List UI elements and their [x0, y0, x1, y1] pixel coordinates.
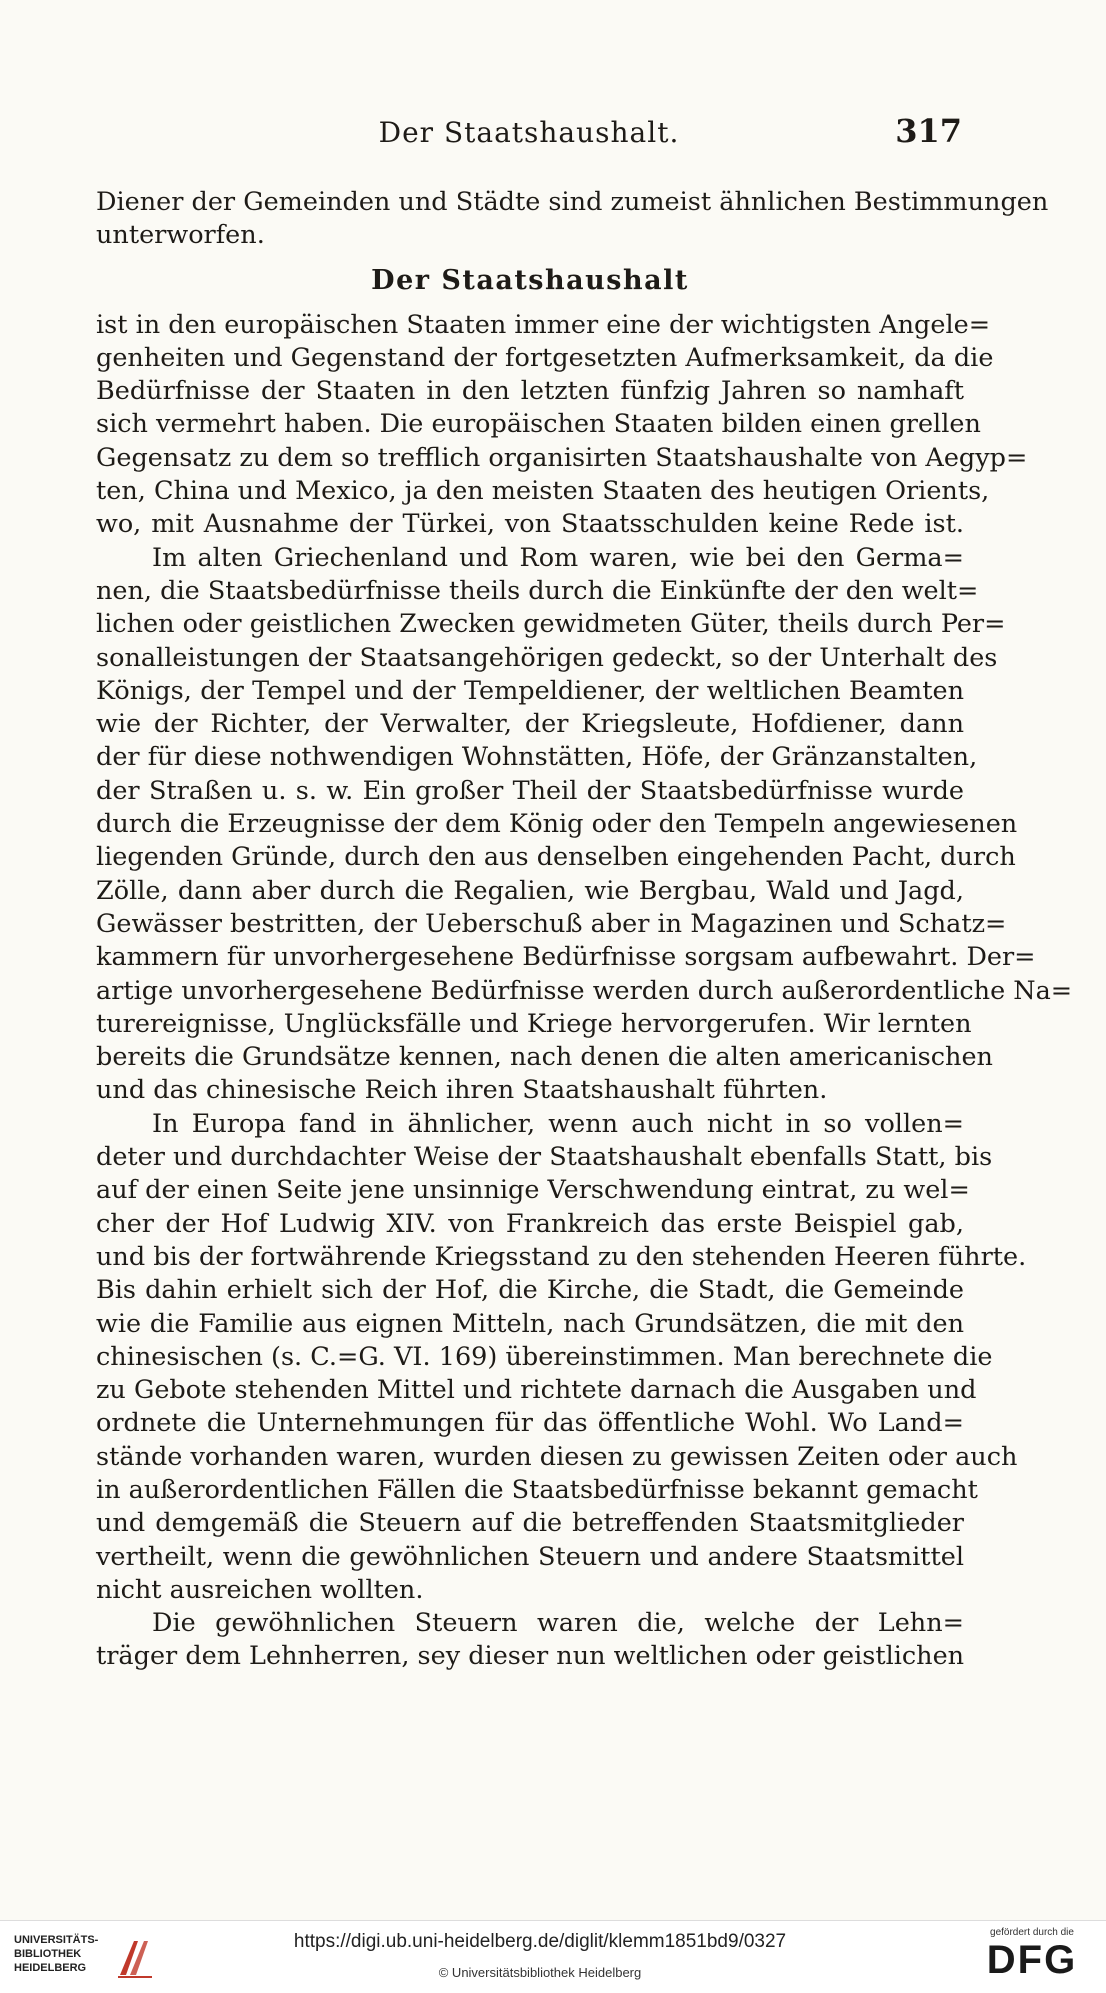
- text-line: und demgemäß die Steuern auf die betreffenden Staatsmitglieder: [96, 1508, 964, 1539]
- page-number: 317: [895, 112, 962, 150]
- text-line: zu Gebote stehenden Mittel und richtete darnach die Ausgaben und: [96, 1375, 977, 1406]
- text-line: deter und durchdachter Weise der Staatshaushalt ebenfalls Statt, bis: [96, 1142, 993, 1173]
- text-line: der Straßen u. s. w. Ein großer Theil der Staatsbedürfnisse wurde: [96, 775, 964, 806]
- text-line: stände vorhanden waren, wurden diesen zu gewissen Zeiten oder auch: [96, 1441, 1018, 1472]
- text-line: sich vermehrt haben. Die europäischen Staaten bilden einen grellen: [96, 409, 981, 440]
- text-line: cher der Hof Ludwig XIV. von Frankreich das erste Beispiel gab,: [96, 1208, 964, 1239]
- dfg-funding-logo[interactable]: [972, 1927, 1092, 1987]
- body-text: [96, 186, 1073, 1674]
- text-line: Gegensatz zu dem so trefflich organisirten Staatshaushalte von Aegyp=: [96, 442, 1028, 473]
- funding-note: gefördert durch die: [990, 1927, 1074, 1938]
- text-line: Königs, der Tempel und der Tempeldiener, der weltlichen Beamten: [96, 675, 964, 706]
- text-line: der für diese nothwendigen Wohnstätten, Höfe, der Gränzanstalten,: [96, 742, 978, 773]
- dfg-logo-text: DFG: [986, 1938, 1078, 1982]
- text-line: Bedürfnisse der Staaten in den letzten fünfzig Jahren so namhaft: [96, 376, 964, 407]
- text-line: ordnete die Unternehmungen für das öffentliche Wohl. Wo Land=: [96, 1408, 964, 1439]
- text-line: und bis der fortwährende Kriegsstand zu den stehenden Heeren führte.: [96, 1241, 1027, 1272]
- text-line: Die gewöhnlichen Steuern waren die, welche der Lehn=: [152, 1608, 964, 1639]
- text-line: wie die Familie aus eignen Mitteln, nach Grundsätzen, die mit den: [96, 1308, 964, 1339]
- text-line: turereignisse, Unglücksfälle und Kriege hervorgerufen. Wir lernten: [96, 1008, 972, 1039]
- text-line: artige unvorhergesehene Bedürfnisse werden durch außerordentliche Na=: [96, 975, 1073, 1006]
- text-line: Diener der Gemeinden und Städte sind zumeist ähnlichen Bestimmungen: [96, 187, 1049, 217]
- text-line: vertheilt, wenn die gewöhnlichen Steuern und andere Staatsmittel: [96, 1541, 964, 1572]
- text-line: Zölle, dann aber durch die Regalien, wie Bergbau, Wald und Jagd,: [96, 875, 964, 906]
- running-title: Der Staatshaushalt.: [378, 116, 680, 149]
- text-line: ist in den europäischen Staaten immer eine der wichtigsten Angele=: [96, 309, 991, 340]
- text-line: sonalleistungen der Staatsangehörigen gedeckt, so der Unterhalt des: [96, 642, 998, 673]
- permalink-url[interactable]: https://digi.ub.uni-heidelberg.de/diglit/klemm1851bd9/0327: [293, 1931, 787, 1952]
- viewer-footer: [0, 1920, 1106, 1993]
- text-line: wo, mit Ausnahme der Türkei, von Staatsschulden keine Rede ist.: [96, 509, 964, 540]
- university-library-name: UNIVERSITÄTS- BIBLIOTHEK HEIDELBERG: [14, 1934, 99, 1974]
- text-line: und das chinesische Reich ihren Staatshaushalt führten.: [96, 1075, 828, 1106]
- text-line: lichen oder geistlichen Zwecken gewidmeten Güter, theils durch Per=: [96, 609, 1006, 640]
- section-heading: Der Staatshaushalt: [371, 264, 689, 296]
- text-line: auf der einen Seite jene unsinnige Verschwendung eintrat, zu wel=: [96, 1175, 970, 1206]
- text-line: chinesischen (s. C.=G. VI. 169) übereinstimmen. Man berechnete die: [96, 1341, 993, 1372]
- text-line: träger dem Lehnherren, sey dieser nun weltlichen oder geistlichen: [96, 1641, 965, 1672]
- text-line: ten, China und Mexico, ja den meisten Staaten des heutigen Orients,: [96, 476, 990, 507]
- text-line: kammern für unvorhergesehene Bedürfnisse sorgsam aufbewahrt. Der=: [96, 942, 1036, 973]
- text-line: Gewässer bestritten, der Ueberschuß aber in Magazinen und Schatz=: [96, 908, 1007, 939]
- text-line: wie der Richter, der Verwalter, der Kriegsleute, Hofdiener, dann: [96, 709, 964, 740]
- text-line: genheiten und Gegenstand der fortgesetzten Aufmerksamkeit, da die: [96, 342, 994, 373]
- page-header: [96, 112, 962, 152]
- text-line: liegenden Gründe, durch den aus denselben eingehenden Pacht, durch: [96, 842, 1016, 873]
- university-library-logo[interactable]: [14, 1933, 164, 1985]
- text-line: Bis dahin erhielt sich der Hof, die Kirche, die Stadt, die Gemeinde: [96, 1275, 964, 1306]
- text-line: nen, die Staatsbedürfnisse theils durch die Einkünfte der den welt=: [96, 575, 979, 606]
- text-line: In Europa fand in ähnlicher, wenn auch nicht in so vollen=: [152, 1108, 964, 1139]
- text-line: durch die Erzeugnisse der dem König oder den Tempeln angewiesenen: [96, 809, 1018, 840]
- library-emblem-icon: [114, 1935, 156, 1981]
- text-line: unterworfen.: [96, 220, 265, 251]
- text-line: nicht ausreichen wollten.: [96, 1574, 424, 1605]
- text-line: in außerordentlichen Fällen die Staatsbedürfnisse bekannt gemacht: [96, 1474, 978, 1505]
- text-line: bereits die Grundsätze kennen, nach denen die alten americanischen: [96, 1042, 993, 1073]
- text-line: Im alten Griechenland und Rom waren, wie bei den Germa=: [152, 542, 964, 573]
- copyright-notice: © Universitätsbibliothek Heidelberg: [438, 1965, 642, 1980]
